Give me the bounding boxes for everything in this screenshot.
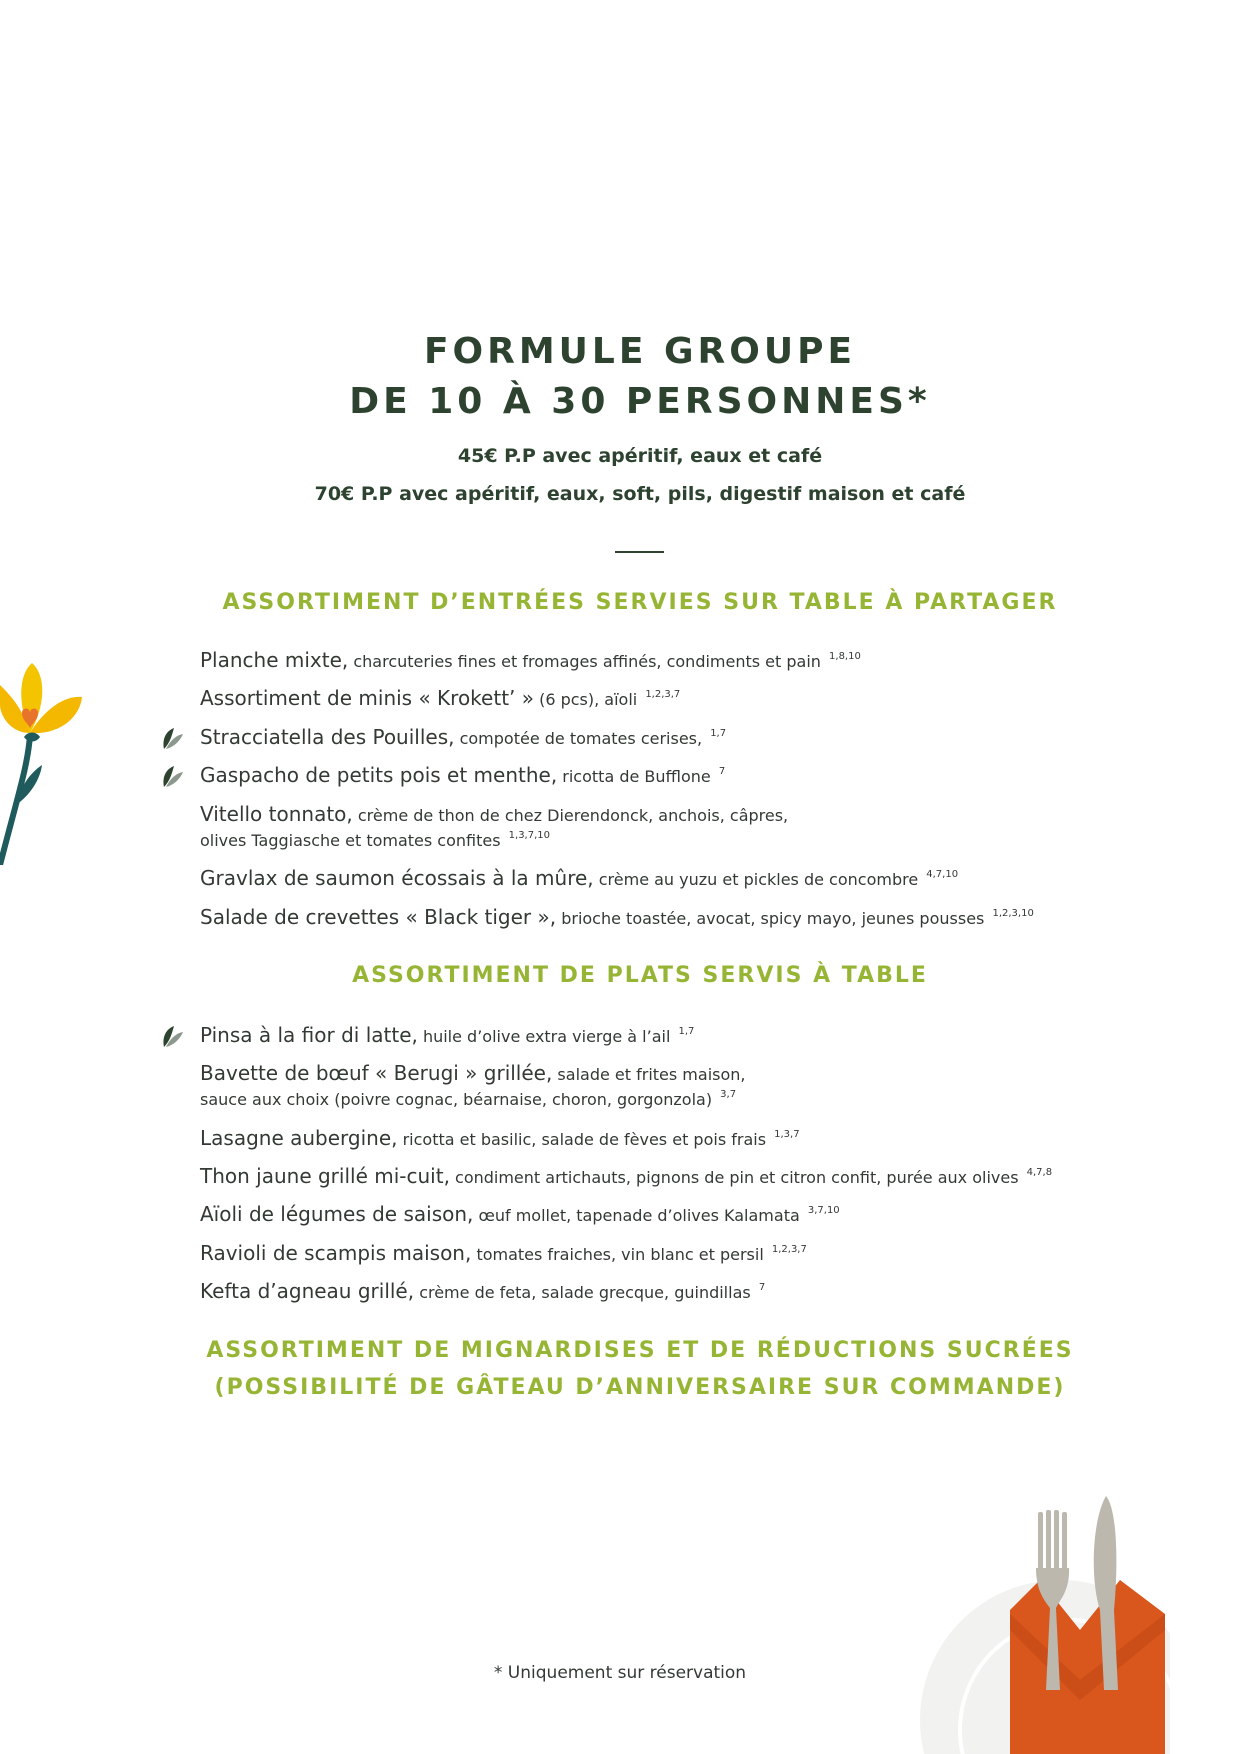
item-description: ricotta et basilic, salade de fèves et pois frais: [402, 1130, 767, 1149]
page-title-line2: DE 10 À 30 PERSONNES*: [349, 381, 931, 422]
item-allergens: 1,3,7: [774, 1129, 800, 1140]
item-description: brioche toastée, avocat, spicy mayo, jeunes pousses: [561, 909, 985, 928]
item-description: crème de thon de chez Dierendonck, anchois, câpres,: [357, 806, 789, 825]
item-name: Ravioli de scampis maison,: [200, 1241, 472, 1265]
menu-item: [200, 686, 680, 710]
cutlery-icon: [910, 1490, 1170, 1754]
menu-item: [200, 1164, 1052, 1188]
item-name: Stracciatella des Pouilles,: [200, 725, 455, 749]
menu-item: [200, 1126, 800, 1150]
item-name: Aïoli de légumes de saison,: [200, 1202, 474, 1226]
item-name: Assortiment de minis « Krokett’ »: [200, 686, 534, 710]
menu-item: [200, 866, 958, 890]
item-allergens: 4,7,8: [1026, 1167, 1053, 1178]
price-option-2: 70€ P.P avec apéritif, eaux, soft, pils, digestif maison et café: [314, 483, 966, 505]
item-allergens: 1,3,7,10: [508, 830, 551, 841]
menu-item: [200, 763, 725, 787]
item-allergens: 4,7,10: [926, 869, 959, 880]
item-name: Kefta d’agneau grillé,: [200, 1279, 415, 1303]
item-description: charcuteries fines et fromages affinés, condiments et pain: [353, 652, 821, 671]
menu-item: [200, 1202, 840, 1226]
menu-item: [200, 1241, 807, 1265]
item-description: ricotta de Bufflone: [562, 767, 711, 786]
item-description: crème au yuzu et pickles de concombre: [598, 870, 919, 889]
menu-item: [200, 1023, 694, 1047]
item-allergens: 1,7: [678, 1026, 695, 1037]
item-description: crème de feta, salade grecque, guindillas: [419, 1283, 751, 1302]
item-name: Salade de crevettes « Black tiger »,: [200, 905, 557, 929]
menu-item: [200, 648, 861, 672]
section-title-entrees: ASSORTIMENT D’ENTRÉES SERVIES SUR TABLE À PARTAGER: [222, 590, 1058, 615]
menu-item: [200, 1061, 745, 1109]
item-name: Gaspacho de petits pois et menthe,: [200, 763, 558, 787]
menu-item: [200, 905, 1034, 929]
menu-item: [200, 802, 788, 850]
menu-item: [200, 1279, 765, 1303]
item-name: Gravlax de saumon écossais à la mûre,: [200, 866, 594, 890]
leaf-icon: [160, 1023, 184, 1049]
item-name: Thon jaune grillé mi-cuit,: [200, 1164, 450, 1188]
flower-icon: [0, 655, 90, 865]
item-allergens: 3,7,10: [807, 1205, 840, 1216]
item-allergens: 1,2,3,7: [645, 689, 681, 700]
item-allergens: 1,2,3,7: [771, 1244, 807, 1255]
menu-item: [200, 725, 726, 749]
item-description: salade et frites maison,: [557, 1065, 746, 1084]
section-title-desserts-line1: ASSORTIMENT DE MIGNARDISES ET DE RÉDUCTIONS SUCRÉES: [206, 1338, 1074, 1363]
item-name: Bavette de bœuf « Berugi » grillée,: [200, 1061, 553, 1085]
item-allergens: 1,8,10: [829, 651, 861, 662]
item-description: (6 pcs), aïoli: [539, 690, 638, 709]
item-name: Pinsa à la fior di latte,: [200, 1023, 418, 1047]
item-allergens: 1,7: [710, 728, 727, 739]
item-allergens: 1,2,3,10: [992, 908, 1034, 919]
leaf-icon: [160, 725, 184, 751]
item-description: huile d’olive extra vierge à l’ail: [422, 1027, 671, 1046]
footnote: * Uniquement sur réservation: [493, 1663, 747, 1683]
leaf-icon: [160, 763, 184, 789]
item-description-line2: olives Taggiasche et tomates confites: [200, 831, 501, 850]
item-name: Lasagne aubergine,: [200, 1126, 398, 1150]
item-name: Planche mixte,: [200, 648, 349, 672]
divider: [615, 551, 664, 553]
item-allergens: 7: [718, 766, 726, 777]
page-title-line1: FORMULE GROUPE: [423, 331, 857, 372]
item-description: œuf mollet, tapenade d’olives Kalamata: [478, 1206, 800, 1225]
item-description: compotée de tomates cerises,: [459, 729, 703, 748]
item-description: tomates fraiches, vin blanc et persil: [476, 1245, 764, 1264]
item-description-line2: sauce aux choix (poivre cognac, béarnaise, choron, gorgonzola): [200, 1090, 713, 1109]
section-title-desserts-line2: (POSSIBILITÉ DE GÂTEAU D’ANNIVERSAIRE SUR COMMANDE): [214, 1375, 1066, 1400]
section-title-plats: ASSORTIMENT DE PLATS SERVIS À TABLE: [352, 963, 928, 988]
item-description: condiment artichauts, pignons de pin et citron confit, purée aux olives: [455, 1168, 1019, 1187]
item-allergens: 7: [758, 1282, 766, 1293]
item-allergens: 3,7: [720, 1089, 737, 1100]
item-name: Vitello tonnato,: [200, 802, 353, 826]
price-option-1: 45€ P.P avec apéritif, eaux et café: [457, 445, 823, 467]
